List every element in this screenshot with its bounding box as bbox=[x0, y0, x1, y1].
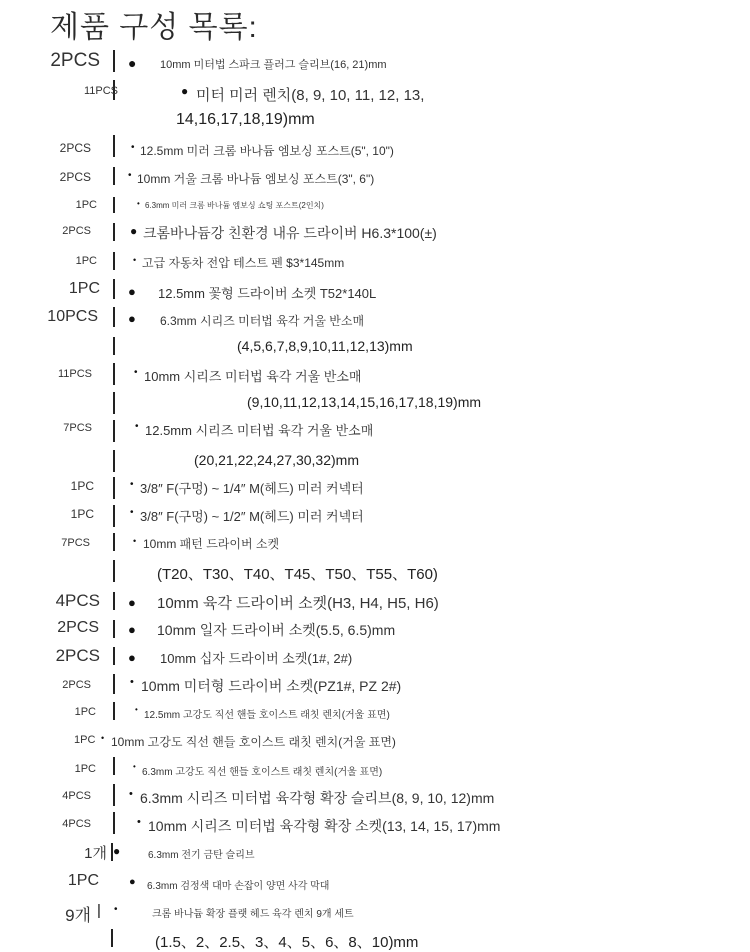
bullet-icon: • bbox=[133, 255, 137, 265]
item-quantity: 2PCS bbox=[62, 225, 91, 237]
separator-line bbox=[113, 477, 115, 499]
item-quantity: 1PC bbox=[67, 872, 99, 889]
item-description: 12.5mm 고강도 직선 핸들 호이스트 래칫 렌치(거울 표면) bbox=[144, 710, 390, 721]
item-quantity: 1PC bbox=[74, 763, 96, 775]
bullet-icon: • bbox=[129, 788, 133, 800]
bullet-icon: • bbox=[135, 421, 139, 432]
separator-line bbox=[113, 392, 115, 414]
item-quantity: 2PCS bbox=[50, 50, 100, 71]
bullet-icon: ● bbox=[128, 622, 136, 637]
item-quantity: 1PC bbox=[75, 255, 97, 267]
item-quantity: 2PCS bbox=[55, 646, 100, 665]
bullet-icon: • bbox=[130, 479, 134, 490]
separator-line bbox=[113, 197, 115, 213]
separator-line bbox=[113, 560, 115, 582]
item-description: 6.3mm 고강도 직선 핸들 호이스트 래칫 렌치(거울 표면) bbox=[142, 767, 383, 778]
bullet-icon: ● bbox=[128, 55, 137, 71]
item-description-continued: (20,21,22,24,27,30,32)mm bbox=[194, 452, 359, 468]
item-quantity: 4PCS bbox=[62, 790, 91, 802]
item-description: 3/8″ F(구멍) ~ 1/4″ M(헤드) 미러 커넥터 bbox=[140, 481, 364, 496]
bullet-icon: ● bbox=[181, 84, 189, 98]
separator-line bbox=[111, 929, 113, 947]
item-description: 12.5mm 시리즈 미터법 육각 거울 반소매 bbox=[145, 423, 374, 438]
separator-line bbox=[113, 135, 115, 157]
item-description: 12.5mm 꽃형 드라이버 소켓 T52*140L bbox=[158, 286, 377, 301]
bullet-icon: • bbox=[130, 676, 134, 688]
item-quantity: 1PC bbox=[75, 199, 97, 211]
item-quantity: 10PCS bbox=[47, 308, 98, 325]
bullet-icon: • bbox=[137, 199, 140, 208]
bullet-icon: ● bbox=[128, 595, 136, 610]
bullet-icon: • bbox=[114, 904, 118, 915]
separator-bar: | bbox=[97, 902, 101, 919]
bullet-icon: ● bbox=[128, 311, 136, 326]
item-description: 10mm 고강도 직선 핸들 호이스트 래칫 렌치(거울 표면) bbox=[111, 735, 396, 749]
separator-line bbox=[113, 812, 115, 834]
page-title: 제품 구성 목록: bbox=[50, 11, 258, 44]
separator-line bbox=[113, 223, 115, 241]
bullet-icon: • bbox=[134, 367, 138, 378]
item-description: 6.3mm 검정색 대마 손잡이 양면 사각 막대 bbox=[147, 881, 330, 892]
item-quantity: 11PCS bbox=[83, 85, 118, 97]
separator-line bbox=[113, 363, 115, 385]
separator-line bbox=[113, 337, 115, 355]
item-description: 10mm 거울 크롬 바나듐 엠보싱 포스트(3", 6") bbox=[137, 172, 375, 186]
item-description: 10mm 패턴 드라이버 소켓 bbox=[143, 537, 280, 551]
item-quantity: 7PCS bbox=[61, 537, 90, 549]
item-description: 6.3mm 시리즈 미터법 육각 거울 반소매 bbox=[160, 314, 365, 328]
separator-line bbox=[113, 420, 115, 442]
separator-line bbox=[113, 167, 115, 185]
item-description-continued: 14,16,17,18,19)mm bbox=[176, 111, 315, 128]
bullet-icon: ● bbox=[128, 284, 136, 299]
separator-line bbox=[113, 592, 115, 610]
item-description: 6.3mm 미러 크롬 바나듐 엠보싱 쇼팅 포스트(2인치) bbox=[145, 201, 324, 210]
item-description: 6.3mm 전기 금탄 슬리브 bbox=[148, 850, 255, 861]
item-description: 크롬바나듐강 친환경 내유 드라이버 H6.3*100(±) bbox=[143, 225, 437, 241]
item-description: 고급 자동차 전압 테스트 펜 $3*145mm bbox=[142, 256, 345, 270]
item-quantity: 2PCS bbox=[62, 679, 91, 691]
item-quantity: 1PC bbox=[74, 706, 96, 718]
item-quantity: 2PCS bbox=[59, 141, 91, 155]
item-description: 크롬 바나듐 확장 플랫 헤드 육각 렌치 9개 세트 bbox=[152, 909, 354, 920]
item-quantity: 1PC bbox=[70, 479, 94, 493]
separator-line bbox=[113, 533, 115, 551]
bullet-icon: ● bbox=[128, 650, 136, 665]
bullet-icon: • bbox=[131, 142, 135, 153]
bullet-icon: • bbox=[130, 507, 134, 518]
separator-line bbox=[113, 784, 115, 806]
separator-line bbox=[113, 252, 115, 270]
item-description: 10mm 시리즈 미터법 육각형 확장 소켓(13, 14, 15, 17)mm bbox=[148, 818, 501, 834]
item-quantity: 7PCS bbox=[63, 422, 92, 434]
separator-line bbox=[113, 702, 115, 720]
separator-line bbox=[113, 647, 115, 665]
item-description: 12.5mm 미러 크롬 바나듐 엠보싱 포스트(5", 10") bbox=[140, 144, 394, 158]
item-quantity: 2PCS bbox=[57, 619, 99, 636]
item-description-continued: (4,5,6,7,8,9,10,11,12,13)mm bbox=[237, 338, 413, 354]
bullet-icon: • bbox=[128, 170, 132, 181]
item-description: 10mm 미터법 스파크 플러그 슬리브(16, 21)mm bbox=[160, 59, 387, 71]
item-description: 6.3mm 시리즈 미터법 육각형 확장 슬리브(8, 9, 10, 12)mm bbox=[140, 790, 495, 806]
item-description-continued: (1.5、2、2.5、3、4、5、6、8、10)mm bbox=[155, 934, 419, 951]
bullet-icon: ● bbox=[113, 844, 121, 858]
separator-line bbox=[113, 674, 115, 694]
separator-line bbox=[113, 279, 115, 299]
item-description: 10mm 시리즈 미터법 육각 거울 반소매 bbox=[144, 369, 362, 384]
bullet-icon: ● bbox=[130, 224, 138, 238]
item-description-continued: (T20、T30、T40、T45、T50、T55、T60) bbox=[157, 566, 438, 583]
bullet-icon: • bbox=[101, 733, 105, 743]
separator-line bbox=[113, 50, 115, 72]
bullet-icon: • bbox=[133, 536, 137, 546]
item-quantity: 4PCS bbox=[55, 591, 100, 610]
bullet-icon: • bbox=[137, 816, 141, 828]
separator-line bbox=[113, 757, 115, 775]
item-quantity: 9개 bbox=[65, 906, 91, 925]
item-description: 10mm 미터형 드라이버 소켓(PZ1#, PZ 2#) bbox=[141, 678, 402, 694]
bullet-icon: ● bbox=[129, 876, 136, 888]
separator-line bbox=[113, 620, 115, 638]
item-description: 10mm 육각 드라이버 소켓(H3, H4, H5, H6) bbox=[157, 595, 439, 612]
item-quantity: 2PCS bbox=[59, 170, 91, 184]
item-description: 3/8″ F(구멍) ~ 1/2″ M(헤드) 미러 커넥터 bbox=[140, 509, 364, 524]
separator-line bbox=[113, 307, 115, 327]
separator-line bbox=[113, 450, 115, 472]
item-quantity: 1PC bbox=[70, 507, 94, 521]
item-quantity: 4PCS bbox=[62, 818, 91, 830]
item-quantity: 1PC bbox=[68, 280, 100, 297]
item-description: 10mm 십자 드라이버 소켓(1#, 2#) bbox=[160, 651, 353, 666]
item-description: 10mm 일자 드라이버 소켓(5.5, 6.5)mm bbox=[157, 622, 396, 638]
separator-line bbox=[113, 505, 115, 527]
item-quantity: 11PCS bbox=[57, 368, 92, 380]
item-description-continued: (9,10,11,12,13,14,15,16,17,18,19)mm bbox=[247, 394, 482, 410]
item-description: 미터 미러 렌치(8, 9, 10, 11, 12, 13, bbox=[196, 87, 425, 104]
bullet-icon: • bbox=[135, 705, 138, 714]
bullet-icon: • bbox=[133, 762, 136, 771]
item-quantity: 1PC bbox=[74, 734, 96, 746]
item-quantity: 1개 bbox=[84, 845, 107, 862]
